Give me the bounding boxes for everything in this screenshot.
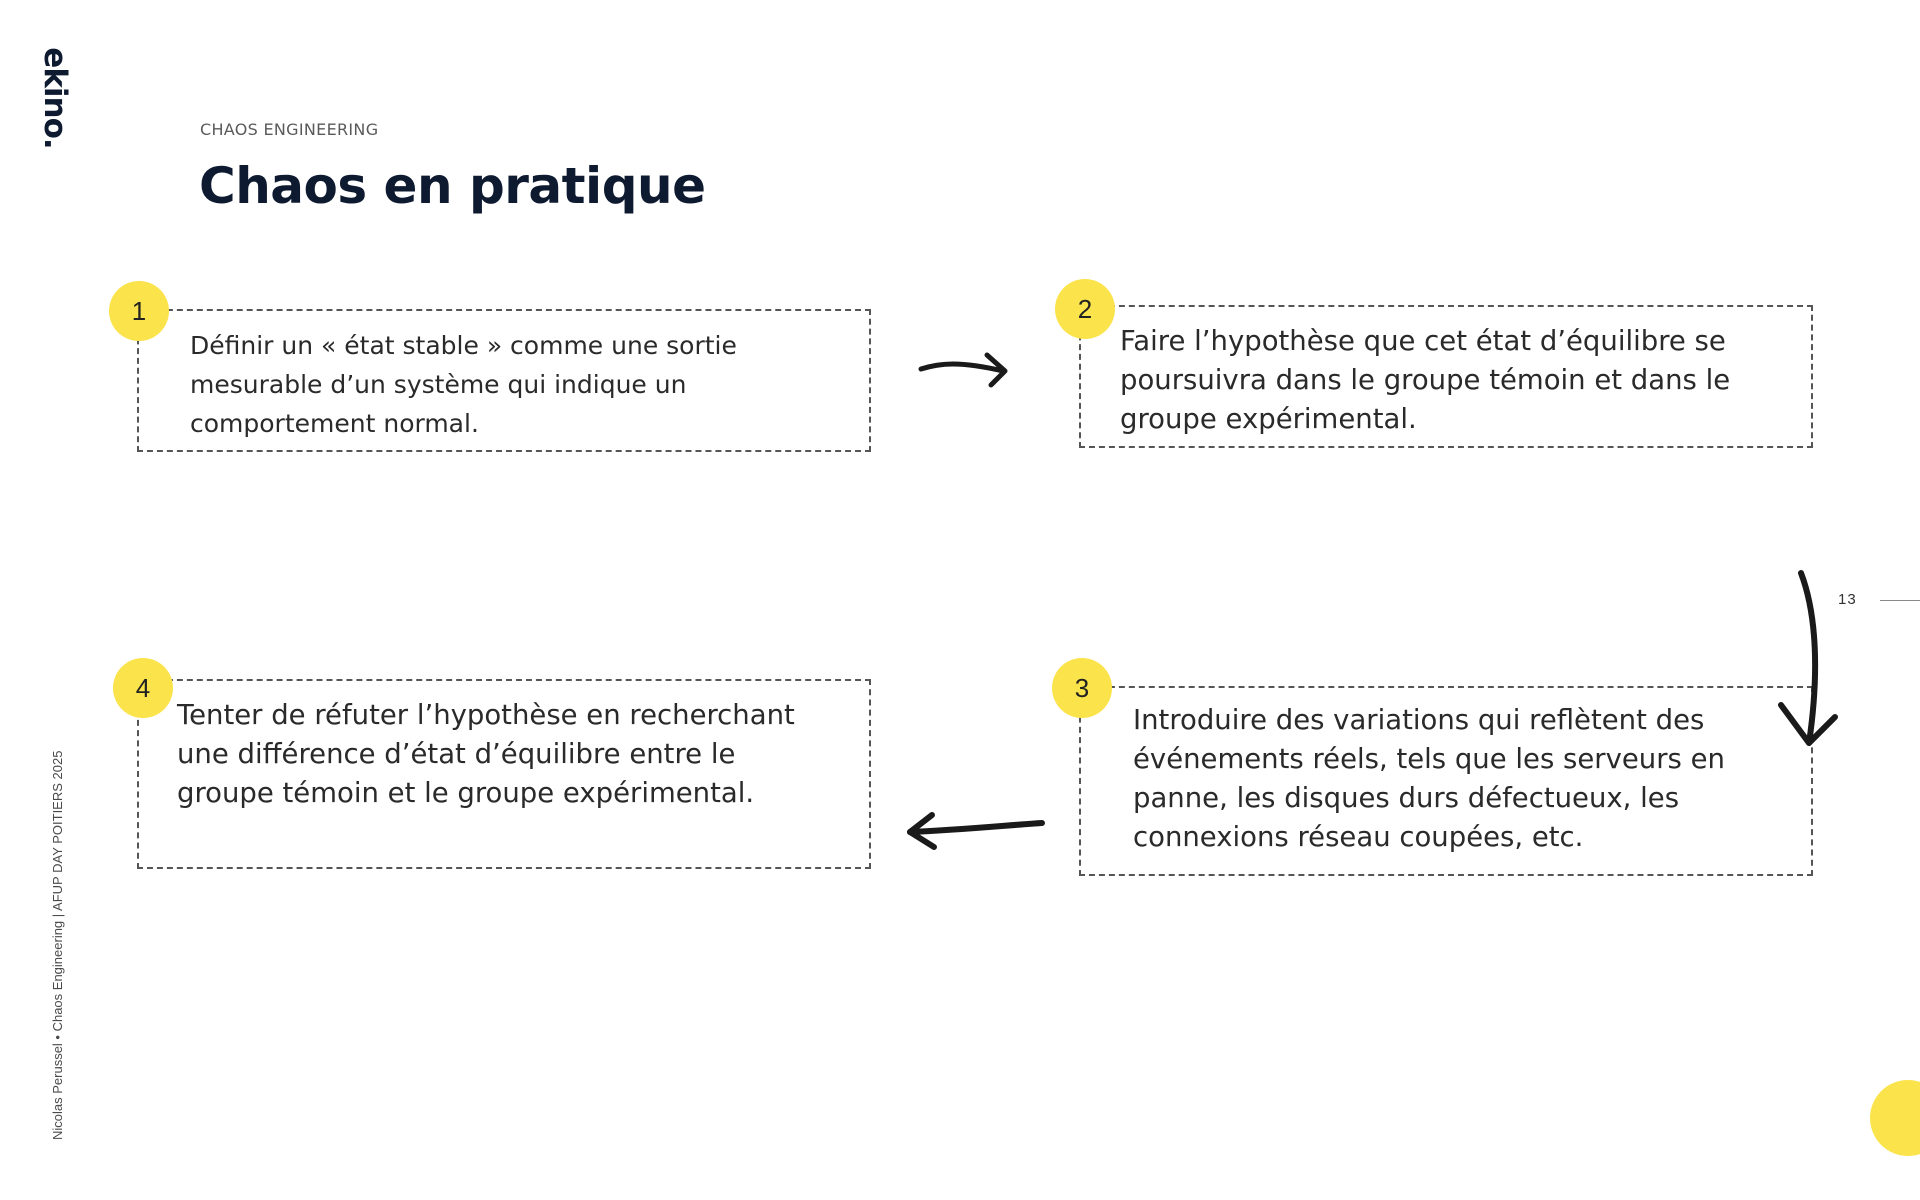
section-kicker: CHAOS ENGINEERING bbox=[200, 120, 379, 139]
logo-text: ekino. bbox=[37, 47, 73, 149]
page-number: 13 bbox=[1838, 591, 1857, 608]
step-4-badge: 4 bbox=[113, 658, 173, 718]
arrow-left-icon bbox=[900, 805, 1050, 855]
step-2-text: Faire l’hypothèse que cet état d’équilibre se poursuivra dans le groupe témoin et dans le groupe expérimental. bbox=[1120, 325, 1731, 435]
page-title: Chaos en pratique bbox=[199, 157, 706, 215]
arrow-down-icon bbox=[1765, 565, 1845, 755]
step-3-badge: 3 bbox=[1052, 658, 1112, 718]
step-2-badge: 2 bbox=[1055, 279, 1115, 339]
step-1-badge: 1 bbox=[109, 281, 169, 341]
side-footer: Nicolas Perussel • Chaos Engineering | AFUP DAY POITIERS 2025 bbox=[50, 750, 65, 1140]
corner-decoration bbox=[1870, 1080, 1920, 1156]
step-1-text: Définir un « état stable » comme une sortie mesurable d’un système qui indique un comportement normal. bbox=[190, 331, 737, 438]
ekino-logo bbox=[37, 47, 73, 149]
step-4-text: Tenter de réfuter l’hypothèse en recherchant une différence d’état d’équilibre entre le groupe témoin et le groupe expérimental. bbox=[177, 699, 795, 809]
step-3-text: Introduire des variations qui reflètent des événements réels, tels que les serveurs en panne, les disques durs défectueux, les connexions réseau coupées, etc. bbox=[1133, 704, 1725, 853]
arrow-right-icon bbox=[915, 345, 1015, 395]
page-number-rule bbox=[1880, 600, 1920, 601]
